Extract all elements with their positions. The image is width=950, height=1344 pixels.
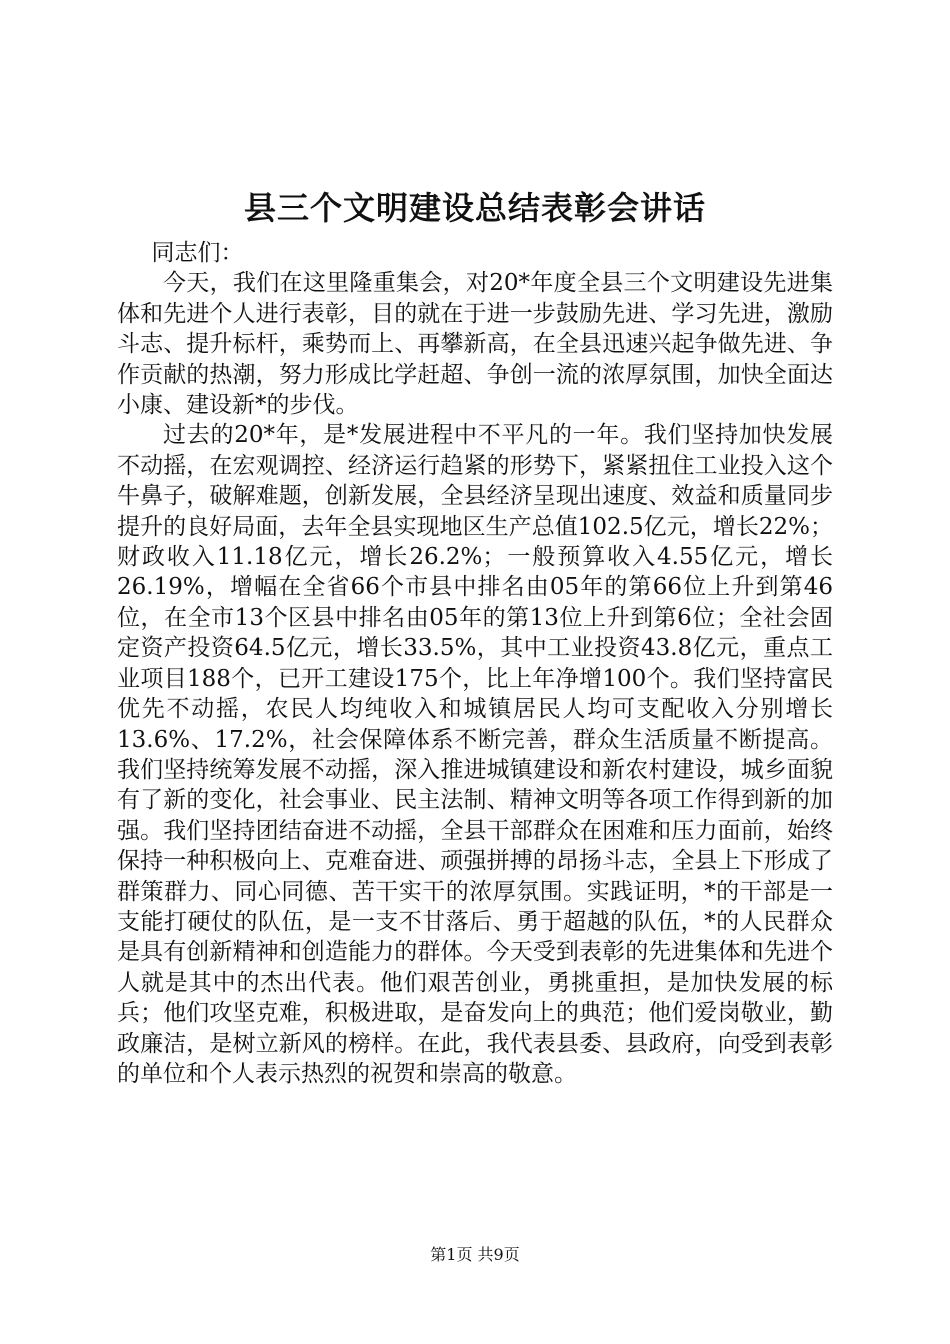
page-footer: 第1页 共9页	[430, 1245, 520, 1264]
document-body	[117, 238, 833, 1089]
paragraph: 过去的20*年，是*发展进程中不平凡的一年。我们坚持加快发展不动摇，在宏观调控、经济运行趋紧的形势下，紧紧扭住工业投入这个牛鼻子，破解难题，创新发展，全县经济呈现出速度、效益和质量同步提升的良好局面，去年全县实现地区生产总值102.5亿元，增长22%；财政收入11.18亿元，增长26.2%；一般预算收入4.55亿元，增长26.19%，增幅在全省66个市县中排名由05年的第66位上升到第46位，在全市13个区县中排名由05年的第13位上升到第6位；全社会固定资产投资64.5亿元，增长33.5%，其中工业投资43.8亿元，重点工业项目188个，已开工建设175个，比上年净增100个。我们坚持富民优先不动摇，农民人均纯收入和城镇居民人均可支配收入分别增长13.6%、17.2%，社会保障体系不断完善，群众生活质量不断提高。我们坚持统筹发展不动摇，深入推进城镇建设和新农村建设，城乡面貌有了新的变化，社会事业、民主法制、精神文明等各项工作得到新的加强。我们坚持团结奋进不动摇，全县干部群众在困难和压力面前，始终保持一种积极向上、克难奋进、顽强拼搏的昂扬斗志，全县上下形成了群策群力、同心同德、苦干实干的浓厚氛围。实践证明，*的干部是一支能打硬仗的队伍，是一支不甘落后、勇于超越的队伍，*的人民群众是具有创新精神和创造能力的群体。今天受到表彰的先进集体和先进个人就是其中的杰出代表。他们艰苦创业，勇挑重担，是加快发展的标兵；他们攻坚克难，积极进取，是奋发向上的典范；他们爱岗敬业，勤政廉洁，是树立新风的榜样。在此，我代表县委、县政府，向受到表彰的单位和个人表示热烈的祝贺和崇高的敬意。	[117, 422, 833, 1087]
document-title: 县三个文明建设总结表彰会讲话	[243, 189, 706, 227]
salutation: 同志们：	[151, 240, 244, 266]
paragraph: 今天，我们在这里隆重集会，对20*年度全县三个文明建设先进集体和先进个人进行表彰，目的就在于进一步鼓励先进、学习先进，激励斗志、提升标杆，乘势而上、再攀新高，在全县迅速兴起争做先进、争作贡献的热潮，努力形成比学赶超、争创一流的浓厚氛围，加快全面达小康、建设新*的步伐。	[117, 270, 833, 419]
